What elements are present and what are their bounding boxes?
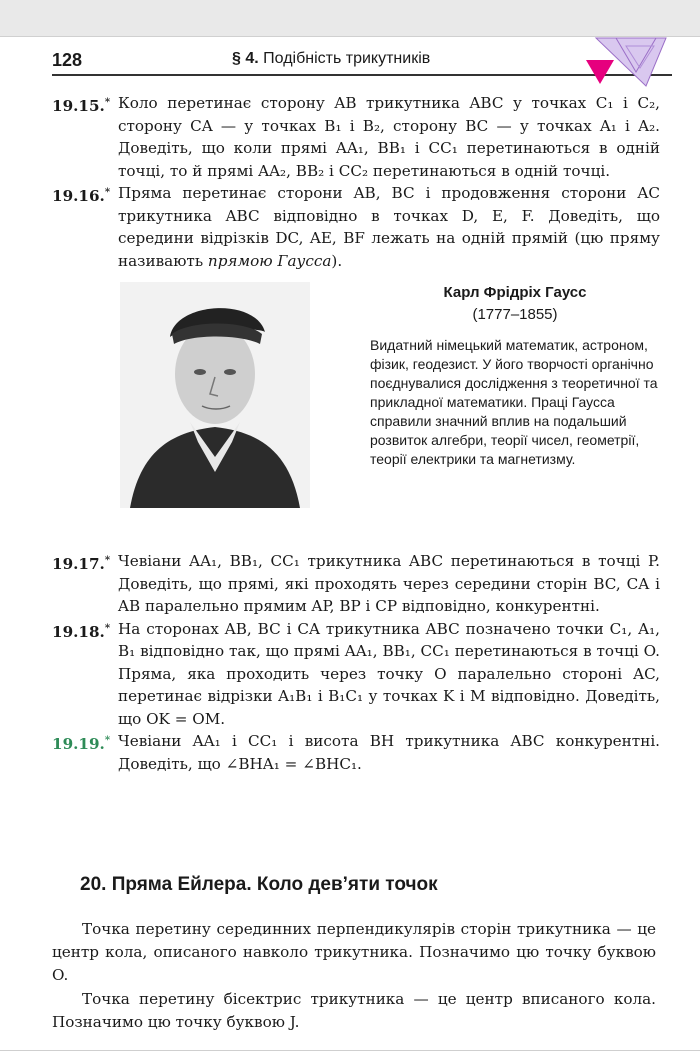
- problem-number: 19.16.: [52, 187, 105, 206]
- section-title: [232, 50, 430, 68]
- gauss-name: Карл Фрідріх Гаусс: [443, 284, 587, 301]
- problem-star: *: [104, 735, 111, 746]
- section-mark: § 4.: [232, 50, 259, 67]
- gauss-bio: [370, 282, 660, 469]
- problem-text: Чевіани AA₁ і CC₁ і висота BH трикутника ABC конкурентні. Доведіть, що ∠BHA₁ = ∠BHC₁.: [118, 732, 660, 773]
- triangle-decoration-icon: [586, 36, 676, 88]
- problem-19-18: [52, 618, 660, 731]
- problem-text: Коло перетинає сторону AB трикутника ABC у точках C₁ і C₂, сторону CA — у точках B₁ і B₂, сторону BC — у точках A₁ і A₂. Доведіть, що коли прямі AA₁, BB₁ і CC₁ перетинаються в одній точці, то й прямі AA₂, BB₂ і CC₂ перетинаються в одній точці.: [118, 94, 660, 180]
- problem-19-19: [52, 730, 660, 775]
- problem-19-15: [52, 92, 660, 182]
- problem-19-17: [52, 550, 660, 618]
- problem-text: На сторонах AB, BC і CA трикутника ABC позначено точки C₁, A₁, B₁ відповідно так, що прямі AA₁, BB₁, CC₁ перетинаються в точці O. Пряма, яка проходить через точку O паралельно стороні AC, перетинає відрізки A₁B₁ і B₁C₁ у точках K і M відповідно. Доведіть, що OK = OM.: [118, 619, 660, 728]
- header-rule: [52, 74, 672, 76]
- problem-19-16: [52, 182, 660, 272]
- page-number: 128: [52, 50, 83, 70]
- section-20-heading: 20. Пряма Ейлера. Коло дев’яти точок: [80, 874, 438, 895]
- problem-star: *: [104, 97, 111, 108]
- gauss-portrait: [120, 282, 310, 508]
- gauss-line-term: прямою Гаусса: [207, 251, 332, 270]
- problem-star: *: [104, 555, 111, 566]
- problem-number: 19.18.: [52, 622, 105, 641]
- viewer-top-bar: [0, 0, 700, 37]
- section-title-text: Подібність трикутників: [263, 50, 431, 67]
- paragraph-circumcenter: Точка перетину серединних перпендикулярів сторін трикутника — це центр кола, описаного навколо трикутника. Позначимо цю точку буквою O.: [52, 920, 656, 984]
- gauss-years: (1777–1855): [472, 306, 558, 323]
- gauss-biography-box: [52, 282, 660, 542]
- problem-star: *: [104, 622, 111, 634]
- problem-text-tail: ).: [331, 251, 343, 270]
- problem-number: 19.15.: [52, 97, 105, 116]
- gauss-bio-text: Видатний німецький математик, астроном, фізик, геодезист. У його творчості органічно поєднувалися дослідження з теоретичної та прикладної математики. Праці Гаусса справили значний вплив на подальший розвиток алгебри, теорії чисел, геометрії, теорії електрики та магнетизму.: [370, 337, 658, 467]
- problem-text: Чевіани AA₁, BB₁, CC₁ трикутника ABC перетинаються в точці P. Доведіть, що прямі, які проходять через середини сторін BC, CA і AB паралельно прямим AP, BP і CP відповідно, конкурентні.: [118, 552, 660, 615]
- page-content: [52, 92, 660, 775]
- problem-star: *: [104, 187, 111, 198]
- paragraph-incenter: Точка перетину бісектрис трикутника — це центр вписаного кола. Позначимо цю точку буквою J.: [52, 990, 656, 1031]
- problem-text: Пряма перетинає сторони AB, BC і продовження сторони AC трикутника ABC відповідно в точках D, E, F. Доведіть, що середини відрізків DC, AE, BF лежать на одній прямій (цю пряму називають: [118, 184, 660, 270]
- page-header: [0, 36, 700, 84]
- bottom-rule: [0, 1050, 700, 1051]
- problem-number: 19.19.: [52, 735, 105, 754]
- problem-number: 19.17.: [52, 555, 105, 574]
